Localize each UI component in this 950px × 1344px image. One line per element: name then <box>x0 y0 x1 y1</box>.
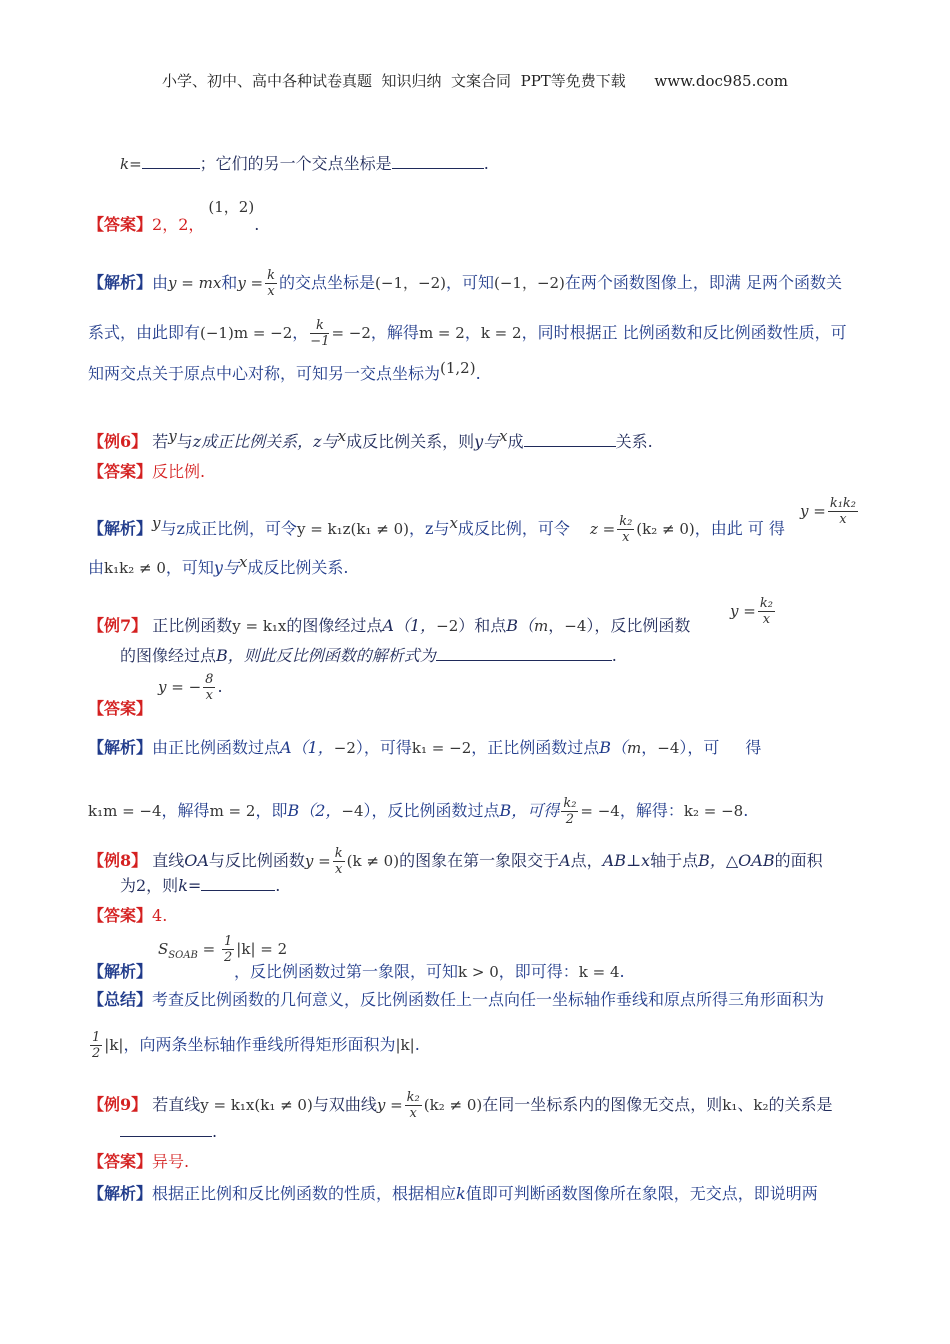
math-fraction: $\frac{\text{k₂}}{x}$ <box>759 596 773 627</box>
text: ， <box>464 323 481 342</box>
math-var: y <box>168 427 177 445</box>
text: z与 <box>425 519 450 538</box>
text: 的关系是 <box>768 1095 833 1114</box>
text: ， <box>641 738 658 757</box>
math-fraction: $\frac{k}{x}$ <box>334 846 343 877</box>
example-9-question-2 <box>120 1120 217 1144</box>
text: ，同时根据正 比例函数和反比例函数性质，可 <box>521 323 847 342</box>
text: 由 <box>88 558 105 577</box>
text: y与 <box>474 432 500 451</box>
example-tag: 【例8】 <box>88 851 148 870</box>
text: ，即 <box>255 801 288 820</box>
math-expr: |k| <box>104 1036 124 1054</box>
text: 的图象在第一象限交于 <box>399 851 560 870</box>
math-fraction: $\frac{\text{k₁k₂}}{x}$ <box>829 496 856 527</box>
text: 关系. <box>615 432 653 451</box>
text: . <box>217 677 223 696</box>
text: ，正比例函数过点 <box>471 738 600 757</box>
math-var: x <box>337 427 347 445</box>
answer-tag: 【答案】 <box>88 906 153 925</box>
example-tag: 【例7】 <box>88 616 148 635</box>
text: 、 <box>737 1095 754 1114</box>
text: 点， <box>570 851 603 870</box>
text: ，反比例函数过第一象限，可知 <box>234 962 459 981</box>
answer-value: 反比例. <box>152 462 206 481</box>
text: . <box>743 801 749 820</box>
text: A（1， <box>382 616 437 635</box>
math-var: m <box>627 739 642 757</box>
analysis-line-3 <box>88 359 481 386</box>
math-eq: = <box>129 155 142 173</box>
text: . <box>275 876 281 895</box>
example-7-analysis-1 <box>88 736 878 760</box>
text: B（2， <box>287 801 342 820</box>
text: 值即可判断函数图像所在象限，无交点，即说明两 <box>465 1184 818 1203</box>
math-var: x <box>238 553 248 571</box>
example-7-analysis-2 <box>88 796 748 827</box>
text: ，可知 <box>165 558 214 577</box>
text: 正比例函数 <box>147 616 233 635</box>
text: 若 <box>147 432 169 451</box>
math-fraction: $\frac{\text{k₂}}{2}$ <box>563 796 577 827</box>
text: ，即可得： <box>498 962 579 981</box>
text: AB⊥x <box>602 851 651 870</box>
analysis-tag: 【解析】 <box>88 273 153 292</box>
text: 与 <box>160 519 177 538</box>
answer-blank <box>524 432 616 447</box>
text: 的图像经过点 <box>120 646 217 665</box>
text: z与 <box>313 432 338 451</box>
text: ；它们的另一个交点坐标是 <box>199 154 392 173</box>
math-expr: y = k₁x(k₁ ≠ 0) <box>200 1096 313 1114</box>
math-var: m <box>534 617 549 635</box>
text: . <box>475 364 481 383</box>
text: ），反比例函数 <box>586 616 691 635</box>
answer-tag: 【答案】 <box>88 462 153 481</box>
text: k <box>456 1184 466 1203</box>
text: . <box>212 1122 218 1141</box>
text: 直线 <box>147 851 185 870</box>
text: ），可 <box>679 738 720 757</box>
math-expr: m = 2 <box>209 802 256 820</box>
text: 的图像经过点 <box>286 616 383 635</box>
math-y-eq: y = <box>237 274 264 292</box>
text: . <box>611 646 617 665</box>
math-expr: (−1)m = −2 <box>200 324 293 342</box>
text: 为2，则 <box>120 876 179 895</box>
text: . <box>254 215 260 234</box>
text: 根据正比例和反比例函数的性质，根据相应 <box>152 1184 457 1203</box>
math-var: x <box>499 427 508 445</box>
text: ， <box>548 616 565 635</box>
text: 在两个函数图像上，即满 足两个函数关 <box>564 273 843 292</box>
example-8-summary-2 <box>88 1030 420 1061</box>
example-9-analysis <box>88 1182 818 1206</box>
fill-line <box>120 152 489 176</box>
math-subscript: SOAB <box>168 950 198 962</box>
math-fraction: $\frac{1}{2}$ <box>224 934 233 965</box>
math-expr: −2 <box>333 739 356 757</box>
text: ），反比例函数过点 <box>363 801 500 820</box>
math-y-k2-over-x <box>730 596 777 627</box>
text: ， <box>409 519 426 538</box>
math-k: k <box>120 155 130 173</box>
math-expr: k₁m = −4 <box>88 802 162 820</box>
math-y-eq: y = <box>304 852 331 870</box>
math-y-k1k2-over-x <box>800 496 860 527</box>
analysis-tag: 【解析】 <box>88 519 153 538</box>
math-expr: |k| <box>395 1036 415 1054</box>
math-point: (−1，−2) <box>493 274 565 292</box>
text: B，△OAB <box>698 851 775 870</box>
math-fraction: $\frac{1}{2}$ <box>92 1030 101 1061</box>
math-y-eq: y = <box>800 502 826 520</box>
text: 系式，由此即有 <box>88 323 201 342</box>
text: ，解得： <box>619 801 684 820</box>
example-8-answer <box>88 904 167 928</box>
text: 得 <box>745 738 762 757</box>
math-expr: |k| = 2 <box>236 940 288 958</box>
text: 与双曲线 <box>312 1095 377 1114</box>
text: OA <box>184 851 209 870</box>
math-point: (−1，−2) <box>375 274 446 292</box>
example-8-question <box>88 846 823 877</box>
example-7-question-2 <box>120 644 617 668</box>
text: 由 <box>152 273 169 292</box>
text: B，则此反比例函数的解析式为 <box>216 646 436 665</box>
text: ），可得 <box>355 738 412 757</box>
text: 成反比例关系. <box>247 558 349 577</box>
math-point: (1，2) <box>208 198 255 216</box>
analysis-tag: 【解析】 <box>88 1184 153 1203</box>
text: A <box>559 851 571 870</box>
text: 和 <box>221 273 238 292</box>
math-fraction: $\frac{\text{k₂}}{x}$ <box>406 1090 420 1121</box>
text: . <box>619 962 625 981</box>
answer-blank <box>201 876 275 891</box>
example-6-question <box>88 427 653 454</box>
text: ， <box>292 323 309 342</box>
text: k= <box>178 876 202 895</box>
text: . <box>483 154 489 173</box>
math-point: (1,2) <box>440 359 476 377</box>
example-8-summary-1 <box>88 988 824 1012</box>
math-fraction: $\frac{k}{-1}$ <box>310 318 330 349</box>
answer-value: 异号. <box>152 1152 190 1171</box>
text: ，向两条坐标轴作垂线所得矩形面积为 <box>123 1035 396 1054</box>
analysis-tag: 【解析】 <box>88 738 153 757</box>
math-expr: = −4 <box>580 802 620 820</box>
text: z成正比例关系， <box>192 432 314 451</box>
example-9-answer <box>88 1150 189 1174</box>
text: 考查反比例函数的几何意义，反比例函数任上一点向任一坐标轴作垂线和原点所得三角形面积为 <box>152 990 825 1009</box>
example-tag: 【例9】 <box>88 1095 148 1114</box>
example-6-analysis-1 <box>88 514 878 545</box>
example-9-question <box>88 1090 833 1121</box>
math-y-eq: y = <box>730 602 756 620</box>
example-7-question <box>88 614 690 638</box>
math-y-eq: y = <box>376 1096 403 1114</box>
text: 成反比例关系，则 <box>346 432 475 451</box>
math-fraction: $\frac{8}{x}$ <box>205 672 214 703</box>
text: y与 <box>213 558 239 577</box>
math-expr: (k ≠ 0) <box>346 852 400 870</box>
example-tag: 【例6】 <box>88 432 148 451</box>
math-z-eq: z = <box>589 520 616 538</box>
analysis-tag: 【解析】 <box>88 962 145 981</box>
example-7-answer <box>88 697 152 721</box>
answer-value: 4. <box>152 906 168 925</box>
math-expr: k > 0 <box>458 963 499 981</box>
text: ，解得 <box>161 801 210 820</box>
answer-blank <box>142 154 200 169</box>
math-expr: −4 <box>657 739 680 757</box>
math-var: y <box>152 514 161 532</box>
math-expr: m = 2 <box>418 324 465 342</box>
answer-blank <box>120 1122 212 1137</box>
answer-line <box>88 198 260 237</box>
page-header: 小学、初中、高中各种试卷真题 知识归纳 文案合同 PPT等免费下载 www.doc985.com <box>161 72 788 90</box>
analysis-line-2 <box>88 318 847 349</box>
math-area-expr: $S_{SOAB}$ = $\frac{1}{2}$ |k| = 2 <box>158 934 288 965</box>
math-expr: k₂ = −8 <box>683 802 744 820</box>
answer-blank <box>436 646 612 661</box>
text: 成反比例，可令 <box>457 519 570 538</box>
math-expr: y = − <box>158 678 202 696</box>
example-6-answer <box>88 460 205 484</box>
answer-blank <box>392 154 484 169</box>
text: 若直线 <box>147 1095 201 1114</box>
math-var: x <box>449 514 458 532</box>
math-expr: k₂ <box>753 1096 769 1114</box>
math-var: S <box>158 940 169 958</box>
math-expr: −4 <box>564 617 587 635</box>
math-fraction: $\frac{k}{x}$ <box>267 268 276 299</box>
math-expr: k₁k₂ ≠ 0 <box>104 559 166 577</box>
analysis-line-1 <box>88 268 842 299</box>
math-answer-expr <box>158 672 223 703</box>
summary-tag: 【总结】 <box>88 990 153 1009</box>
text: ，由此 可 得 <box>694 519 785 538</box>
text: B（ <box>599 738 628 757</box>
text: A（1， <box>280 738 334 757</box>
text: 与反比例函数 <box>208 851 305 870</box>
text: 知两交点关于原点中心对称，可知另一交点坐标为 <box>88 364 441 383</box>
math-expr: (k₂ ≠ 0) <box>636 520 695 538</box>
text: 的面积 <box>774 851 823 870</box>
text: ）和点 <box>458 616 507 635</box>
answer-tag: 【答案】 <box>88 215 153 234</box>
math-expr: k = 2 <box>480 324 522 342</box>
text: 与 <box>176 432 193 451</box>
text: z成正比例，可令 <box>176 519 297 538</box>
math-expr: y = k₁z(k₁ ≠ 0) <box>296 520 409 538</box>
math-ymx: y = mx <box>168 274 222 292</box>
example-8-question-2 <box>120 874 280 898</box>
text: 由正比例函数过点 <box>152 738 281 757</box>
math-fraction: $\frac{\text{k₂}}{x}$ <box>619 514 633 545</box>
text: 成 <box>507 432 524 451</box>
math-expr: k = 4 <box>578 963 620 981</box>
math-expr: (k₂ ≠ 0) <box>423 1096 483 1114</box>
answer-value: 2，2， <box>152 215 205 234</box>
math-expr: = −2 <box>331 324 371 342</box>
answer-tag: 【答案】 <box>88 1152 153 1171</box>
math-expr: k₁ <box>722 1096 738 1114</box>
text: 在同一坐标系内的图像无交点，则 <box>482 1095 723 1114</box>
math-expr: k₁ = −2 <box>411 739 472 757</box>
math-expr: y = k₁x <box>232 617 287 635</box>
math-expr: −2 <box>436 617 459 635</box>
text: B（ <box>506 616 535 635</box>
text: . <box>414 1035 420 1054</box>
example-6-analysis-2 <box>88 553 349 580</box>
answer-tag: 【答案】 <box>88 699 153 718</box>
math-expr: −4 <box>341 802 364 820</box>
text: 轴于点 <box>650 851 699 870</box>
text: ，可知 <box>445 273 494 292</box>
example-8-analysis <box>88 960 625 984</box>
text: 的交点坐标是 <box>279 273 376 292</box>
text: ，解得 <box>370 323 419 342</box>
text: B，可得 <box>499 801 560 820</box>
